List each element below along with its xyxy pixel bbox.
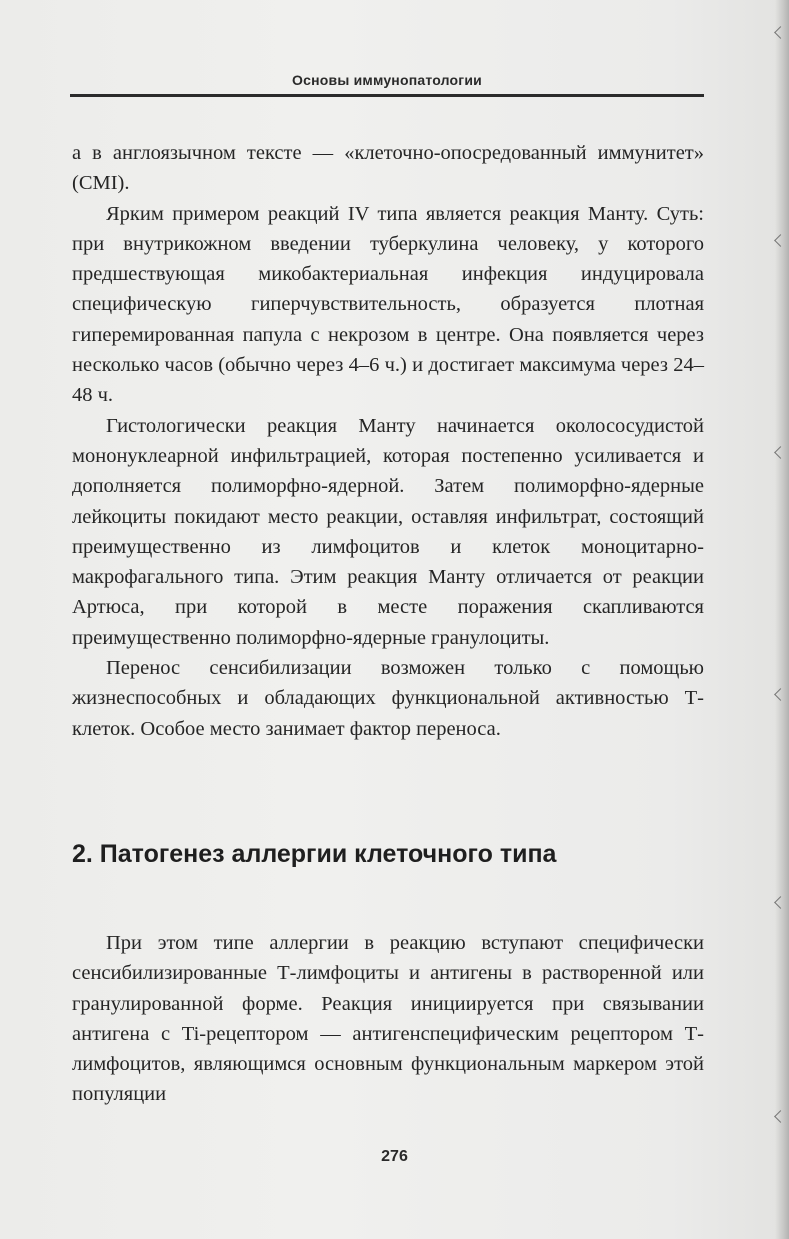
body-text-top <box>72 138 704 744</box>
page-right-edge <box>775 0 789 1239</box>
paragraph: Ярким примером реакций IV типа является реакция Манту. Суть: при внутрикожном введении туберкулина человеку, у которого предшествующая микобактериальная инфекция индуцировала специфическую гиперчувствительность, образуется плотная гиперемированная папула с некрозом в центре. Она появляется через несколько часов (обычно через 4–6 ч.) и достигает максимума через 24–48 ч. <box>72 202 704 407</box>
running-head: Основы иммунопатологии <box>292 72 482 88</box>
paragraph: Гистологически реакция Манту начинается околососудистой мононуклеарной инфильтрацией, которая постепенно усиливается и дополняется полиморфно-ядерной. Затем полиморфно-ядерные лейкоциты покидают место реакции, оставляя инфильтрат, состоящий преимущественно из лимфоцитов и клеток моноцитарно-макрофагального типа. Этим реакция Манту отличается от реакции Артюса, при которой в месте поражения скапливаются преимущественно полиморфно-ядерные гранулоциты. <box>72 414 704 649</box>
paragraph: Перенос сенсибилизации возможен только с помощью жизнеспособных и обладающих функциональной активностью Т-клеток. Особое место занимает фактор переноса. <box>72 657 704 740</box>
header-rule <box>70 94 704 97</box>
paragraph: а в англоязычном тексте — «клеточно-опосредованный иммунитет» (CMI). <box>72 142 704 195</box>
body-text-bottom <box>72 928 704 1110</box>
section-heading: 2. Патогенез аллергии клеточного типа <box>72 840 557 868</box>
paragraph: При этом типе аллергии в реакцию вступают специфически сенсибилизированные Т-лимфоциты и антигены в растворенной или гранулированной форме. Реакция инициируется при связывании антигена с Ti-рецептором — антигенспецифическим рецептором Т-лимфоцитов, являющимся основным функциональным маркером этой популяции <box>72 932 704 1106</box>
page-number: 276 <box>381 1148 408 1165</box>
